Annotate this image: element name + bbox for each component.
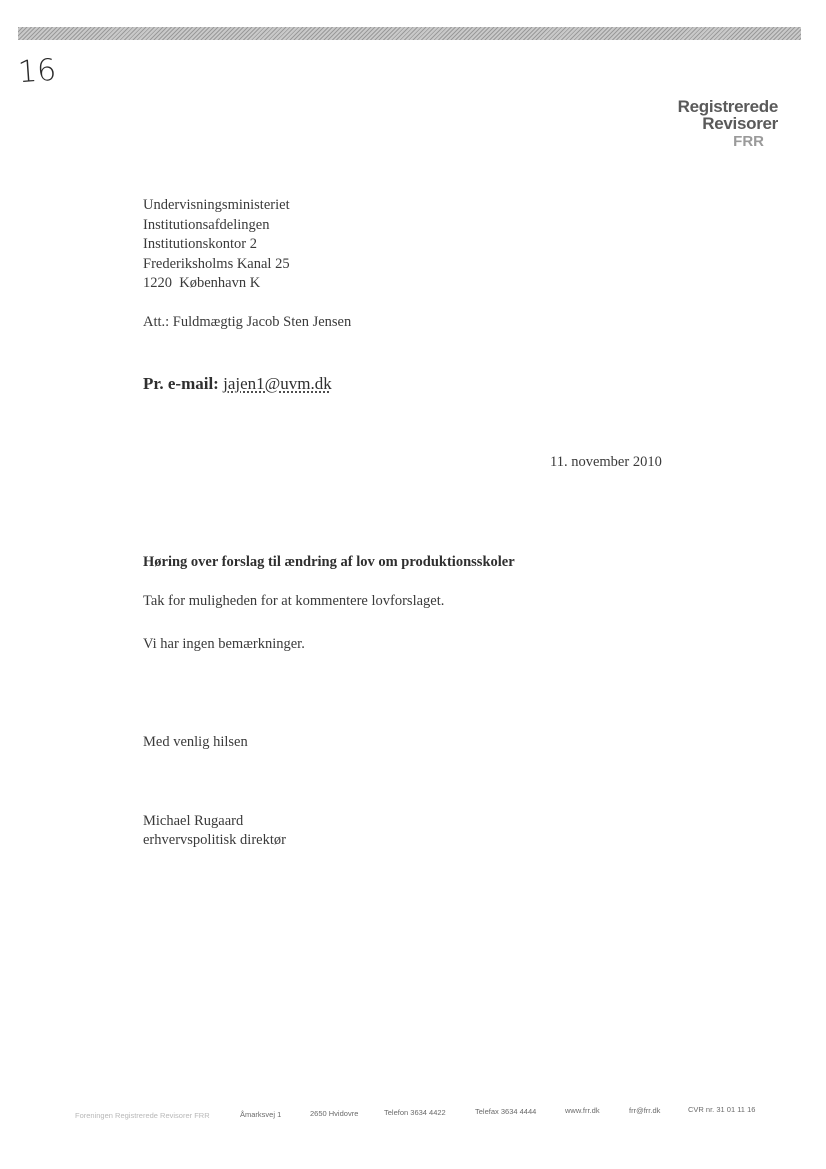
frr-logo	[678, 98, 778, 152]
footer-city: 2650 Hvidovre	[310, 1109, 359, 1118]
address-line: Institutionskontor 2	[143, 236, 257, 252]
closing-greeting: Med venlig hilsen	[143, 734, 248, 750]
footer-fax: Telefax 3634 4444	[475, 1107, 537, 1116]
signer-name: Michael Rugaard	[143, 813, 244, 829]
body-paragraph: Tak for muligheden for at kommentere lovforslaget.	[143, 593, 445, 609]
address-line: Institutionsafdelingen	[143, 216, 270, 233]
letter-date: 11. november 2010	[550, 454, 662, 470]
email-address-link[interactable]: jajen1@uvm.dk	[223, 374, 332, 393]
attention-line: Att.: Fuldmægtig Jacob Sten Jensen	[143, 314, 352, 330]
handwritten-page-number: 16	[16, 52, 58, 91]
address-line: Undervisningsministeriet	[143, 197, 290, 213]
footer-web: www.frr.dk	[565, 1106, 600, 1115]
footer-mail: frr@frr.dk	[629, 1106, 661, 1115]
address-line: Frederiksholms Kanal 25	[143, 255, 290, 272]
letter-subject: Høring over forslag til ændring af lov om produktionsskoler	[143, 554, 515, 570]
footer-cvr: CVR nr. 31 01 11 16	[688, 1105, 756, 1114]
address-line: 1220 København K	[143, 275, 261, 291]
logo-line-3: FRR	[733, 133, 764, 150]
logo-line-1: Registrerede	[677, 97, 778, 116]
signature-block	[143, 812, 286, 850]
body-paragraph: Vi har ingen bemærkninger.	[143, 636, 305, 652]
scan-header-bar	[18, 27, 801, 40]
logo-line-2: Revisorer	[702, 114, 778, 133]
footer-street: Åmarksvej 1	[240, 1110, 282, 1119]
email-line	[143, 374, 332, 394]
footer-org: Foreningen Registrerede Revisorer FRR	[75, 1111, 210, 1120]
signer-title: erhvervspolitisk direktør	[143, 832, 286, 848]
footer-phone: Telefon 3634 4422	[384, 1108, 446, 1117]
letter-footer	[0, 1105, 826, 1128]
recipient-address	[143, 196, 290, 294]
email-label: Pr. e-mail:	[143, 374, 219, 393]
